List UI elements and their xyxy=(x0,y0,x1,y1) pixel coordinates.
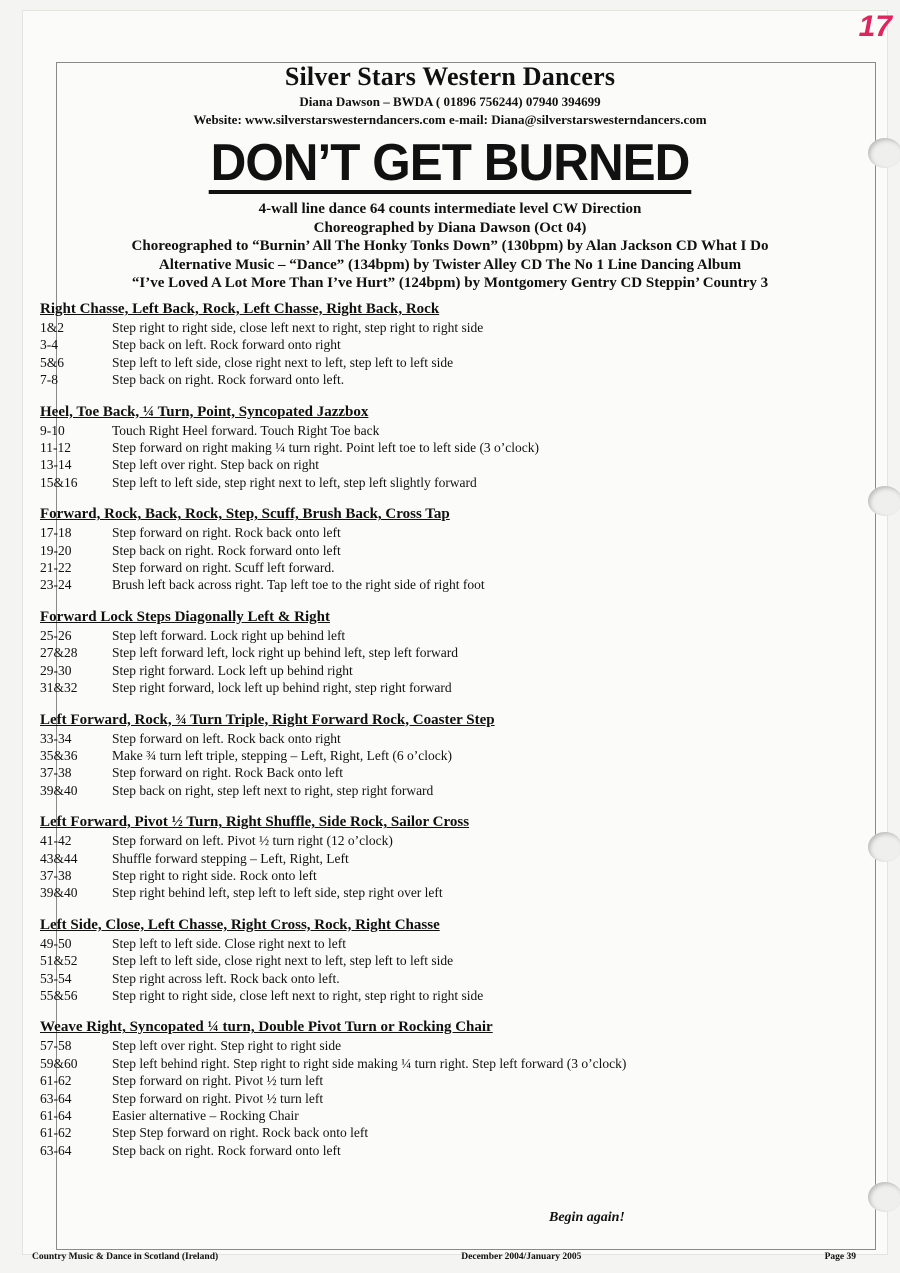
step-description: Step forward on right. Pivot ½ turn left xyxy=(112,1073,324,1089)
step-description: Step left forward. Lock right up behind left xyxy=(112,627,346,643)
step-description: Step right behind left, step left to left side, step right over left xyxy=(112,885,443,901)
step-description: Step forward on left. Rock back onto right xyxy=(112,730,341,746)
step-row xyxy=(40,319,860,336)
step-row xyxy=(40,542,860,559)
step-row xyxy=(40,644,860,661)
step-description: Shuffle forward stepping – Left, Right, Left xyxy=(112,850,349,866)
punch-hole-icon xyxy=(868,486,900,516)
step-count: 37-38 xyxy=(40,765,72,781)
step-row xyxy=(40,970,860,987)
step-description: Step right across left. Rock back onto left. xyxy=(112,970,340,986)
step-count: 57-58 xyxy=(40,1038,72,1054)
step-row xyxy=(40,1037,860,1054)
info-line: 4-wall line dance 64 counts intermediate level CW Direction xyxy=(258,201,642,217)
step-description: Step left to left side, close right next to left, step left to left side xyxy=(112,354,454,370)
step-count: 51&52 xyxy=(40,953,78,969)
step-row xyxy=(40,987,860,1004)
step-description: Step right to right side, close left next to right, step right to right side xyxy=(112,987,484,1003)
step-sheet xyxy=(40,300,860,1173)
section-title: Left Forward, Pivot ½ Turn, Right Shuffle, Side Rock, Sailor Cross xyxy=(40,814,470,831)
begin-again: Begin again! xyxy=(549,1210,625,1225)
step-description: Step forward on right. Pivot ½ turn left xyxy=(112,1090,324,1106)
section-title: Forward Lock Steps Diagonally Left & Right xyxy=(40,608,330,625)
step-description: Step right to right side, close left next to right, step right to right side xyxy=(112,320,484,335)
contact-line: Diana Dawson – BWDA ( 01896 756244) 07940 394699 xyxy=(299,94,601,109)
step-description: Step forward on right. Rock back onto left xyxy=(112,525,341,541)
step-description: Step left over right. Step right to right side xyxy=(112,1038,342,1054)
step-description: Step back on left. Rock forward onto right xyxy=(112,337,341,353)
step-count: 3-4 xyxy=(40,337,58,353)
step-description: Step right to right side. Rock onto left xyxy=(112,867,317,883)
step-description: Step back on right. Rock forward onto left. xyxy=(112,372,345,388)
step-description: Step forward on right. Rock Back onto left xyxy=(112,765,343,781)
section-title: Heel, Toe Back, ¼ Turn, Point, Syncopated Jazzbox xyxy=(40,403,369,420)
footer-date: December 2004/January 2005 xyxy=(461,1252,582,1262)
step-description: Step forward on right making ¼ turn right. Point left toe to left side (3 o’clock) xyxy=(112,440,540,456)
step-description: Brush left back across right. Tap left toe to the right side of right foot xyxy=(112,577,485,593)
step-description: Step Step forward on right. Rock back onto left xyxy=(112,1125,369,1141)
step-row xyxy=(40,1107,860,1124)
step-row xyxy=(40,422,860,439)
step-row xyxy=(40,1090,860,1107)
step-description: Step right forward, lock left up behind right, step right forward xyxy=(112,680,452,696)
step-row xyxy=(40,1055,860,1072)
header xyxy=(0,62,900,293)
step-count: 29-30 xyxy=(40,662,72,678)
step-section xyxy=(40,505,860,594)
step-row xyxy=(40,1072,860,1089)
footer xyxy=(32,1252,856,1262)
step-count: 35&36 xyxy=(40,747,78,763)
punch-hole-icon xyxy=(868,1182,900,1212)
step-count: 5&6 xyxy=(40,354,65,370)
step-count: 21-22 xyxy=(40,560,72,576)
step-row xyxy=(40,867,860,884)
step-count: 59&60 xyxy=(40,1055,78,1071)
step-section xyxy=(40,711,860,800)
step-row xyxy=(40,576,860,593)
step-row xyxy=(40,336,860,353)
step-row xyxy=(40,524,860,541)
step-description: Step left over right. Step back on right xyxy=(112,457,319,473)
step-count: 61-62 xyxy=(40,1073,72,1089)
step-count: 39&40 xyxy=(40,782,78,798)
step-row xyxy=(40,679,860,696)
footer-publication: Country Music & Dance in Scotland (Ireland) xyxy=(32,1252,219,1262)
step-count: 63-64 xyxy=(40,1090,72,1106)
website-line: Website: www.silverstarswesterndancers.com e-mail: Diana@silverstarswesterndancers.com xyxy=(193,112,707,127)
step-row xyxy=(40,764,860,781)
step-description: Step left to left side, step right next to left, step left slightly forward xyxy=(112,474,477,490)
step-count: 9-10 xyxy=(40,422,65,438)
section-title: Forward, Rock, Back, Rock, Step, Scuff, Brush Back, Cross Tap xyxy=(40,506,450,523)
step-description: Step left to left side, close right next to left, step left to left side xyxy=(112,953,454,969)
footer-page-number: Page 39 xyxy=(824,1252,856,1262)
step-description: Step back on right. Rock forward onto left xyxy=(112,1142,341,1158)
step-count: 39&40 xyxy=(40,885,78,901)
step-description: Step back on right, step left next to right, step right forward xyxy=(112,782,434,798)
section-title: Left Forward, Rock, ¾ Turn Triple, Right Forward Rock, Coaster Step xyxy=(40,711,495,728)
step-count: 49-50 xyxy=(40,935,72,951)
step-row xyxy=(40,782,860,799)
step-count: 11-12 xyxy=(40,440,71,456)
step-description: Step back on right. Rock forward onto left xyxy=(112,542,341,558)
step-row xyxy=(40,935,860,952)
step-count: 19-20 xyxy=(40,542,72,558)
step-count: 1&2 xyxy=(40,320,65,335)
info-line: “I’ve Loved A Lot More Than I’ve Hurt” (124bpm) by Montgomery Gentry CD Steppin’ Country 3 xyxy=(131,275,769,291)
step-count: 53-54 xyxy=(40,970,72,986)
step-row xyxy=(40,559,860,576)
step-description: Step left behind right. Step right to right side making ¼ turn right. Step left forward (3 o’clock) xyxy=(112,1055,627,1071)
dance-title: DON’T GET BURNED xyxy=(210,134,690,192)
dance-info xyxy=(0,200,900,293)
section-title: Right Chasse, Left Back, Rock, Left Chasse, Right Back, Rock xyxy=(40,301,440,317)
step-section xyxy=(40,916,860,1005)
step-count: 7-8 xyxy=(40,372,58,388)
step-row xyxy=(40,832,860,849)
step-count: 43&44 xyxy=(40,850,78,866)
step-count: 23-24 xyxy=(40,577,72,593)
step-row xyxy=(40,747,860,764)
info-line: Choreographed by Diana Dawson (Oct 04) xyxy=(313,219,587,236)
step-row xyxy=(40,730,860,747)
step-row xyxy=(40,1124,860,1141)
step-row xyxy=(40,850,860,867)
step-row xyxy=(40,1142,860,1159)
step-description: Step left to left side. Close right next to left xyxy=(112,935,346,951)
step-count: 55&56 xyxy=(40,987,78,1003)
step-row xyxy=(40,354,860,371)
handwritten-page-mark: 17 xyxy=(858,10,892,43)
step-section xyxy=(40,813,860,902)
step-row xyxy=(40,456,860,473)
info-line: Alternative Music – “Dance” (134bpm) by Twister Alley CD The No 1 Line Dancing Album xyxy=(158,256,742,273)
step-row xyxy=(40,952,860,969)
step-description: Easier alternative – Rocking Chair xyxy=(112,1108,299,1123)
step-description: Step left forward left, lock right up behind left, step left forward xyxy=(112,645,459,661)
step-count: 63-64 xyxy=(40,1142,72,1158)
step-section xyxy=(40,608,860,697)
step-count: 13-14 xyxy=(40,457,72,473)
punch-hole-icon xyxy=(868,832,900,862)
step-count: 61-62 xyxy=(40,1125,72,1141)
step-count: 15&16 xyxy=(40,474,78,490)
info-line: Choreographed to “Burnin’ All The Honky Tonks Down” (130bpm) by Alan Jackson CD What I Do xyxy=(131,238,769,254)
step-row xyxy=(40,884,860,901)
step-row xyxy=(40,371,860,388)
step-section xyxy=(40,403,860,492)
org-name: Silver Stars Western Dancers xyxy=(284,62,616,91)
step-description: Step right forward. Lock left up behind right xyxy=(112,662,353,678)
step-description: Touch Right Heel forward. Touch Right Toe back xyxy=(112,422,380,438)
step-count: 33-34 xyxy=(40,730,72,746)
step-count: 17-18 xyxy=(40,525,72,541)
step-section xyxy=(40,300,860,389)
step-row xyxy=(40,662,860,679)
step-section xyxy=(40,1018,860,1159)
section-title: Left Side, Close, Left Chasse, Right Cross, Rock, Right Chasse xyxy=(40,916,440,933)
step-count: 31&32 xyxy=(40,680,78,696)
step-description: Step forward on left. Pivot ½ turn right (12 o’clock) xyxy=(112,833,393,849)
step-count: 25-26 xyxy=(40,627,72,643)
step-count: 27&28 xyxy=(40,645,78,661)
step-count: 37-38 xyxy=(40,867,72,883)
step-count: 61-64 xyxy=(40,1108,72,1123)
step-row xyxy=(40,627,860,644)
step-row xyxy=(40,439,860,456)
step-description: Step forward on right. Scuff left forward. xyxy=(112,560,335,576)
section-title: Weave Right, Syncopated ¼ turn, Double Pivot Turn or Rocking Chair xyxy=(40,1019,493,1036)
step-row xyxy=(40,474,860,491)
step-description: Make ¾ turn left triple, stepping – Left, Right, Left (6 o’clock) xyxy=(112,747,453,763)
step-count: 41-42 xyxy=(40,833,72,849)
